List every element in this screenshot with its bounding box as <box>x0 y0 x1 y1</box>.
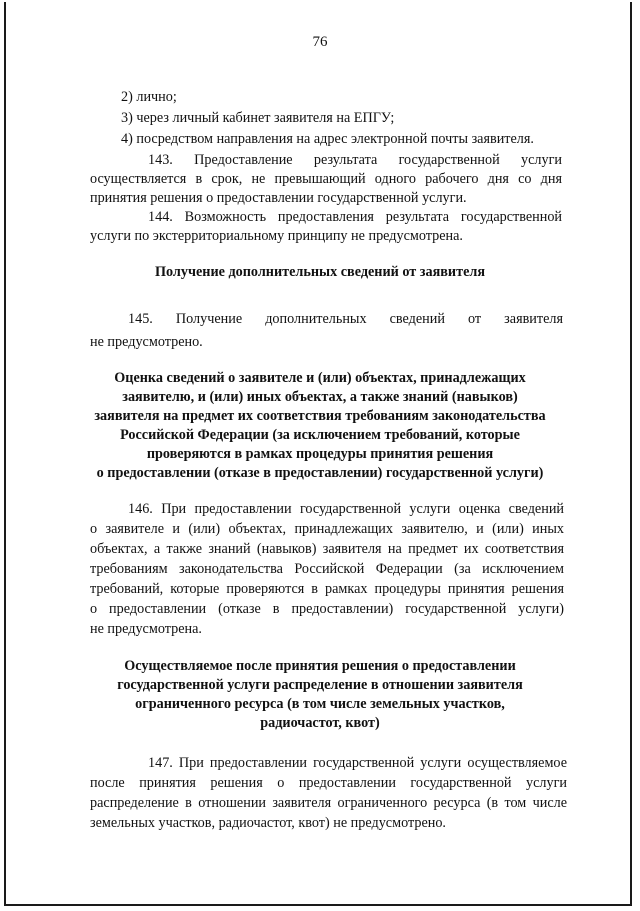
list-item: 2) лично; <box>121 89 177 105</box>
paragraph-146-line: о заявителе и (или) объектах, принадлежащих заявителю, и (или) иных <box>90 521 564 537</box>
section-heading-resource-distribution: Осуществляемое после принятия решения о предоставлении <box>124 658 516 674</box>
paragraph-146-line: о предоставлении (отказе в предоставлении) государственной услуги) <box>90 601 564 617</box>
section-heading-assessment: о предоставлении (отказе в предоставлении) государственной услуги) <box>96 465 544 481</box>
section-heading-assessment: заявителя на предмет их соответствия требованиям законодательства <box>94 408 546 424</box>
section-heading-resource-distribution: ограниченного ресурса (в том числе земельных участков, <box>135 696 505 712</box>
paragraph-146-line: не предусмотрена. <box>90 621 202 637</box>
paragraph-145-line: не предусмотрено. <box>90 334 203 350</box>
paragraph-146-line: требований, которые проверяются в рамках процедуры принятия решения <box>90 581 564 597</box>
paragraph-143-line: принятия решения о предоставлении государственной услуги. <box>90 190 467 206</box>
paragraph-145-line: 145. Получение дополнительных сведений от заявителя <box>128 311 563 327</box>
paragraph-147-line: распределение в отношении заявителя ограниченного ресурса (в том числе <box>90 795 567 811</box>
section-heading-assessment: Оценка сведений о заявителе и (или) объектах, принадлежащих <box>114 370 526 386</box>
paragraph-147-line: земельных участков, радиочастот, квот) не предусмотрено. <box>90 815 446 831</box>
paragraph-147-line: после принятия решения о предоставлении государственной услуги <box>90 775 567 791</box>
list-item: 4) посредством направления на адрес электронной почты заявителя. <box>121 131 534 147</box>
section-heading-additional-info: Получение дополнительных сведений от заявителя <box>154 264 485 280</box>
section-heading-assessment: проверяются в рамках процедуры принятия решения <box>146 446 494 462</box>
paragraph-146-line: требованиям законодательства Российской Федерации (за исключением <box>90 561 564 577</box>
paragraph-146-line: 146. При предоставлении государственной услуги оценка сведений <box>128 501 564 517</box>
section-heading-resource-distribution: государственной услуги распределение в отношении заявителя <box>117 677 523 693</box>
section-heading-assessment: заявителю, и (или) иных объектах, а также знаний (навыков) <box>122 389 518 405</box>
paragraph-143-line: 143. Предоставление результата государственной услуги <box>148 152 562 168</box>
page-number: 76 <box>312 34 328 50</box>
list-item: 3) через личный кабинет заявителя на ЕПГУ; <box>121 110 395 126</box>
section-heading-assessment: Российской Федерации (за исключением требований, которые <box>120 427 520 443</box>
paragraph-143-line: осуществляется в срок, не превышающий одного рабочего дня со дня <box>90 171 562 187</box>
paragraph-144-line: услуги по экстерриториальному принципу не предусмотрена. <box>90 228 463 244</box>
paragraph-144-line: 144. Возможность предоставления результата государственной <box>148 209 562 225</box>
paragraph-146-line: объектах, а также знаний (навыков) заявителя на предмет их соответствия <box>90 541 564 557</box>
section-heading-resource-distribution: радиочастот, квот) <box>260 715 380 731</box>
paragraph-147-line: 147. При предоставлении государственной услуги осуществляемое <box>148 755 567 771</box>
